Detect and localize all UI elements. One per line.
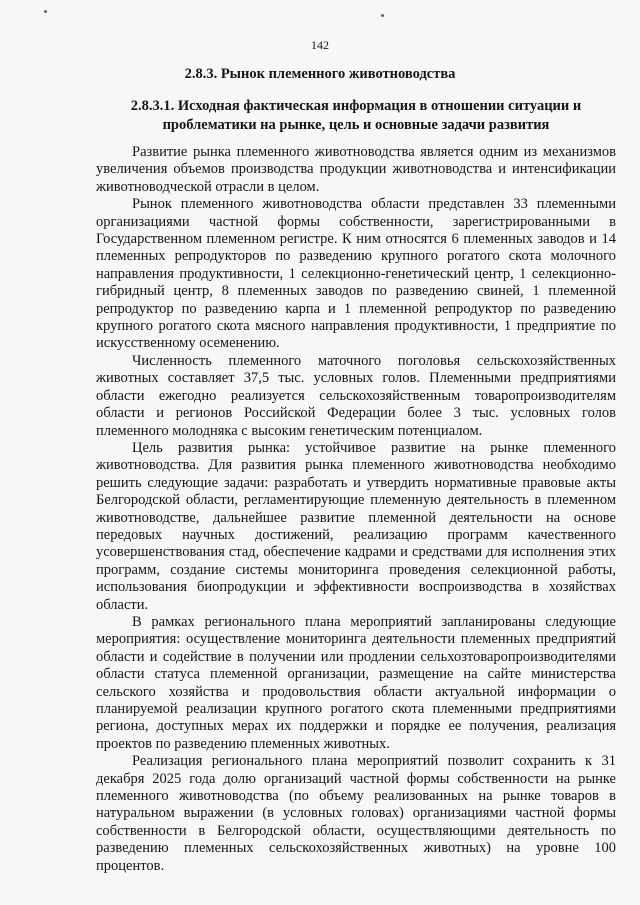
document-body [96,144,616,875]
scan-dot-right [381,14,384,17]
paragraph-intro: Развитие рынка племенного животноводства является одним из механизмов увеличения объемов производства продукции животноводства и интенсификации животноводческой отрасли в целом. [96,144,616,195]
section-heading: 2.8.3. Рынок племенного животноводства [184,66,456,82]
paragraph-regional-plan: В рамках регионального плана мероприятий запланированы следующие мероприятия: осуществление мониторинга деятельности племенных предприятий области и содействие в получении или продлении сельхозтоваропроизводителями области статуса племенной организации, размещение на сайте министерства сельского хозяйства и продовольствия области актуальной информации о планируемой реализации крупного рогатого скота племенными предприятиями региона, доступных мерах их поддержки и порядке ее получения, реализация проектов по разведению племенных животных. [96,613,616,752]
page-number: 142 [311,38,329,52]
paragraph-plan-outcome: Реализация регионального плана мероприятий позволит сохранить к 31 декабря 2025 года долю организаций частной формы собственности на рынке племенного животноводства (по объему реализованных на рынке товаров в натуральном выражении (в условных головах) организациями частной формы собственности в Белгородской области, осуществляющими деятельность по разведению племенных сельскохозяйственных животных) на уровне 100 процентов. [96,753,616,874]
subsection-heading: 2.8.3.1. Исходная фактическая информация в отношении ситуации и проблематики на рынке, цель и основные задачи развития [130,98,582,133]
paragraph-livestock-numbers: Численность племенного маточного поголовья сельскохозяйственных животных составляет 37,5 тыс. условных голов. Племенными предприятиями области ежегодно реализуется сельскохозяйственным товаропроизводителям области и регионов Российской Федерации более 3 тыс. условных голов племенного молодняка с высоким генетическим потенциалом. [96,352,616,439]
paragraph-market-goal: Цель развития рынка: устойчивое развитие на рынке племенного животноводства. Для развития рынка племенного животноводства необходимо решить следующие задачи: разработать и утвердить нормативные правовые акты Белгородской области, регламентирующие племенную деятельность в племенном животноводстве, дальнейшее развитие племенной деятельности на основе передовых научных достижений, реализацию программ качественного усовершенствования стад, обеспечение кадрами и средствами для исполнения этих программ, создание системы мониторинга проведения селекционной работы, использования биопродукции и эффективности воспроизводства в хозяйствах области. [96,439,616,613]
scan-dot-left [44,10,47,13]
paragraph-market-structure: Рынок племенного животноводства области представлен 33 племенными организациями частной формы собственности, зарегистрированными в Государственном племенном регистре. К ним относятся 6 племенных заводов и 14 племенных репродукторов по разведению крупного рогатого скота молочного направления продуктивности, 1 селекционно-генетический центр, 1 селекционно-гибридный центр, 8 племенных заводов по разведению свиней, 1 племенной репродуктор по разведению карпа и 1 племенной репродуктор по разведению крупного рогатого скота мясного направления продуктивности, 1 предприятие по искусственному осеменению. [96,196,616,352]
